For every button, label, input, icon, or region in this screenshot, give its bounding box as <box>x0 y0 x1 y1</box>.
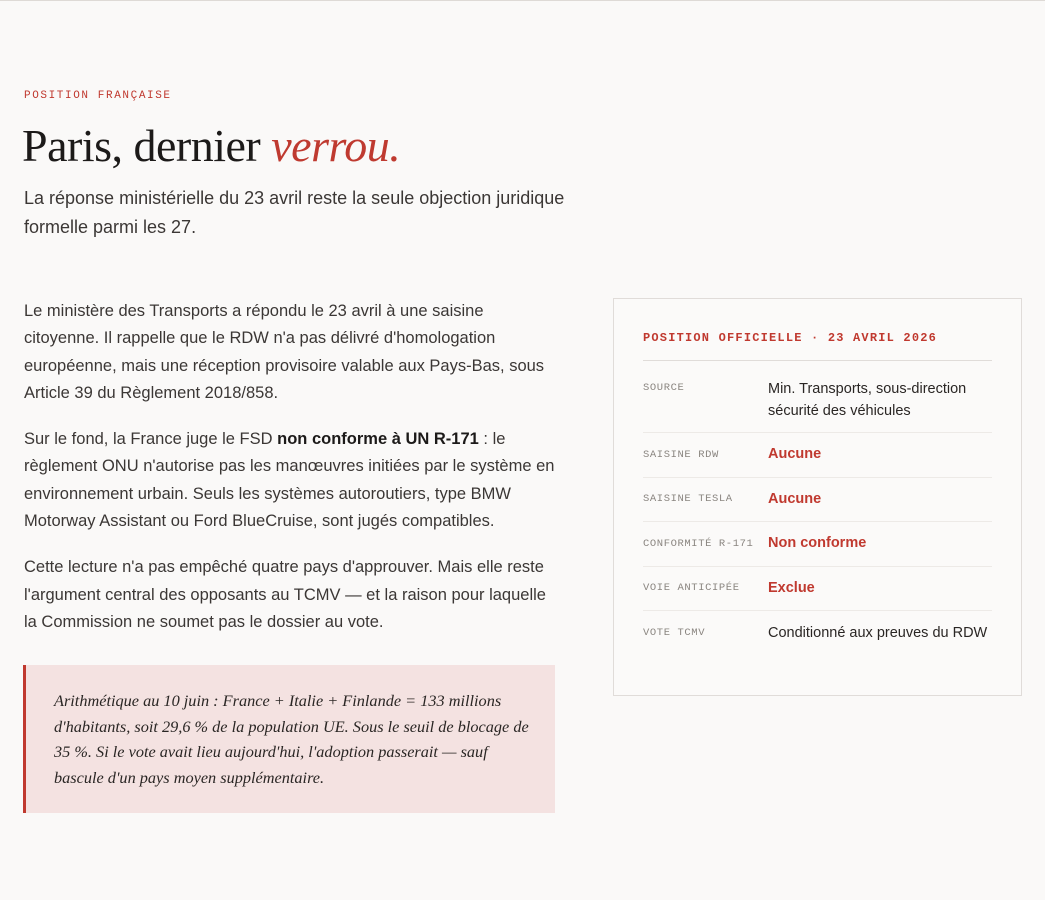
page-subtitle: La réponse ministérielle du 23 avril reste la seule objection juridique formelle parmi les 27. <box>24 188 565 237</box>
card-row-saisine-tesla <box>643 478 992 523</box>
row-key: SAISINE RDW <box>643 448 719 461</box>
card-title: POSITION OFFICIELLE · 23 AVRIL 2026 <box>643 331 992 361</box>
card-row-saisine-rdw <box>643 433 992 478</box>
card-row-voie-anticipee <box>643 567 992 612</box>
title-accent: verrou. <box>271 120 401 171</box>
official-position-card <box>613 298 1022 696</box>
article-body <box>24 298 559 655</box>
row-key: CONFORMITÉ R-171 <box>643 537 754 550</box>
row-value: Conditionné aux preuves du RDW <box>768 624 988 641</box>
row-key: SOURCE <box>643 382 685 394</box>
paragraph-1: Le ministère des Transports a répondu le 23 avril à une saisine citoyenne. Il rappelle que le RDW n'a pas délivré d'homologation européenne, mais une réception provisoire valable aux Pays-Bas, sous Article 39 du Règlement 2018/858. <box>24 302 545 402</box>
paragraph-2-rest: : le règlement ONU n'autorise pas les manœuvres initiées par le système en environnement urbain. Seuls les systèmes autoroutiers, type BMW Motorway Assistant ou Ford BlueCruise, sont jugés compatibles. <box>24 430 555 531</box>
paragraph-2 <box>24 426 559 535</box>
callout-box <box>23 665 555 813</box>
card-row-conformite <box>643 522 992 567</box>
row-key: VOIE ANTICIPÉE <box>643 582 740 595</box>
card-row-source <box>643 361 992 433</box>
row-key: VOTE TCMV <box>643 627 706 640</box>
row-key: SAISINE TESLA <box>643 493 733 506</box>
callout-text: Arithmétique au 10 juin : France + Italie + Finlande = 133 millions d'habitants, soit 29,6 % de la population UE. Sous le seuil de blocage de 35 %. Si le vote avait lieu aujourd'hui, l'adoption passerait — sauf bascule d'un pays moyen supplémentaire. <box>54 691 529 787</box>
title-main: Paris, dernier <box>22 120 272 171</box>
paragraph-2-intro: Sur le fond, la France juge le FSD <box>24 430 278 449</box>
row-value: Aucune <box>768 490 822 507</box>
row-value: Non conforme <box>768 535 867 551</box>
paragraph-3: Cette lecture n'a pas empêché quatre pays d'approuver. Mais elle reste l'argument central des opposants au TCMV — et la raison pour laquelle la Commission ne soumet pas le dossier au vote. <box>24 558 546 631</box>
section-eyebrow: POSITION FRANÇAISE <box>24 90 172 102</box>
top-divider <box>0 0 1045 1</box>
page-title <box>22 118 400 174</box>
row-value: Aucune <box>768 446 822 462</box>
row-value: Min. Transports, sous-direction sécurité des véhicules <box>768 381 967 419</box>
paragraph-2-emphasis: non conforme à UN R-171 <box>277 430 479 449</box>
row-value: Exclue <box>768 579 815 596</box>
card-row-vote-tcmv <box>643 611 992 656</box>
